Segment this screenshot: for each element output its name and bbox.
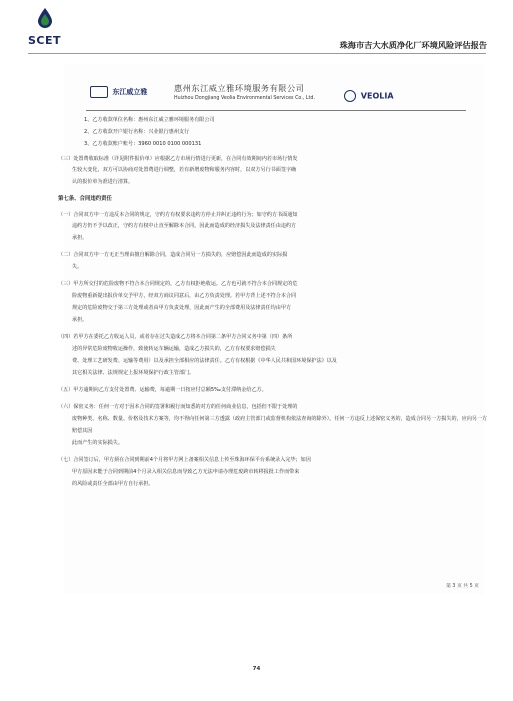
clause-line: 其它相关法律、法规规定上报环境保护行政主管部门。: [72, 370, 195, 376]
clause-line: 规定的危险废物交于第三方处理或者由甲方负责处理，因此而产生的全部费用及法律责任均由甲方: [72, 305, 292, 311]
water-drop-icon: [38, 8, 52, 28]
clause-line: （三）处置费收取标准（详见附件报价单）应根据乙方市场行情进行更新，在合同有效期间内若市场行情发: [58, 156, 298, 162]
dongjiang-logo: [90, 86, 147, 98]
company-name-en: Huizhou Dongjiang Veolia Environmental Services Co., Ltd.: [174, 96, 315, 101]
clause-line: 的风险或责任全部由甲方自行承担。: [72, 481, 154, 487]
clause-line: （一）合同双方中一方违反本合同的规定，守约方有权要求违约方停止并纠正违约行为；如守约方书面通知: [58, 212, 298, 218]
bank-line: 3、乙方收款账户账号：3960 0010 0100 000131: [84, 141, 202, 147]
report-header: [0, 0, 513, 58]
bank-line: 1、乙方收款单位名称：惠州东江威立雅环境服务有限公司: [84, 117, 215, 123]
dongjiang-mark-icon: [90, 86, 108, 98]
clause-line: （六）保密义务：任何一方对于因本合同的签署和履行而知悉的对方的任何商业信息，包括但不限于处理的: [58, 404, 298, 410]
veolia-mark-icon: [344, 90, 356, 102]
scet-logo: [28, 8, 62, 52]
bank-line: 2、乙方收款开户银行名称：兴业银行惠州支行: [84, 129, 190, 135]
report-title: 珠海市吉大水质净化厂环境风险评估报告: [339, 40, 487, 50]
veolia-logo-text: VEOLIA: [360, 91, 394, 101]
company-name-cn: 惠州东江威立雅环境服务有限公司: [174, 83, 305, 93]
clause-line: 此而产生的实际损失。: [72, 440, 123, 446]
clause-line: （三）甲方所交付的危险废物不符合本合同规定的，乙方有权拒绝收运。乙方也可就不符合本合同规定的危: [58, 281, 298, 287]
clause-line: （七）合同签订后，甲方须在合同到期前4个月将甲方网上备案相关信息上传至珠海环保平台系统录入完毕；如因: [58, 457, 311, 463]
clause-line: 失。: [72, 264, 83, 270]
scanned-contract-page: [58, 64, 488, 594]
section-title: 第七条、合同违约责任: [58, 196, 112, 202]
page-number: 74: [252, 666, 261, 672]
clause-line: 生较大变化，双方可以协商对处置费进行调整，若有新增废物和服务内容时，以双方另行书面签字确: [72, 167, 297, 173]
clause-line: （四）若甲方在委托乙方收运人员，或者存在过失造成乙方将本合同第二条甲方合同义务中第（四）条所: [58, 334, 293, 340]
clause-line: （二）合同双方中一方无正当理由擅自解除合同，造成合同另一方损失的，应赔偿因此而造成的实际损: [58, 252, 288, 258]
header-divider: [28, 53, 486, 54]
veolia-logo: [344, 90, 394, 102]
logo-text: SCET: [28, 34, 62, 47]
dongjiang-logo-text: 东江威立雅: [112, 88, 148, 96]
letterhead-divider: [86, 110, 466, 111]
letterhead: [64, 80, 484, 110]
clause-line: 险废物重新提出报价单交予甲方，经双方商议同意后，由乙方负责处理。若甲方背上述不符合本合同: [72, 293, 297, 299]
clause-line: 认的报价单为准进行清算。: [72, 179, 134, 185]
clause-line: 述的异常危险废物收运操作，致使转运车辆运输，造成乙方损失的，乙方有权要求赔偿损失: [72, 346, 276, 352]
clause-line: 费、处理工艺研发费、运输等费用）以及承担全部相应的法律责任。乙方有权根据《中华人民共和国环境保护法》以及: [72, 358, 337, 364]
clause-line: 废物种类、名称、数量、价格及技术方案等，均不得向任何第三方透露（政府主管部门或监督机构依法查询的除外）。任何一方违反上述保密义务的，造成合同另一方损失的，应向另一方赔偿其因: [72, 416, 488, 434]
scan-page-indicator: 第 3 页 共 5 页: [446, 584, 479, 589]
clause-line: （五）甲方逾期向乙方支付处置费、运输费，每逾期一日按应付总额5‰支付滞纳金给乙方。: [58, 387, 267, 393]
clause-line: 承担。: [72, 235, 88, 241]
clause-line: 承担。: [72, 317, 88, 323]
clause-line: 违约方仍不予以改正，守约方有权中止直至解除本合同，因此而造成的经济损失及法律责任由违约方: [72, 223, 297, 229]
clause-line: 甲方原因未能于合同到期前4个月录入相关信息而导致乙方无法申请办理危废跨市转移报批工作而带来: [72, 469, 300, 475]
